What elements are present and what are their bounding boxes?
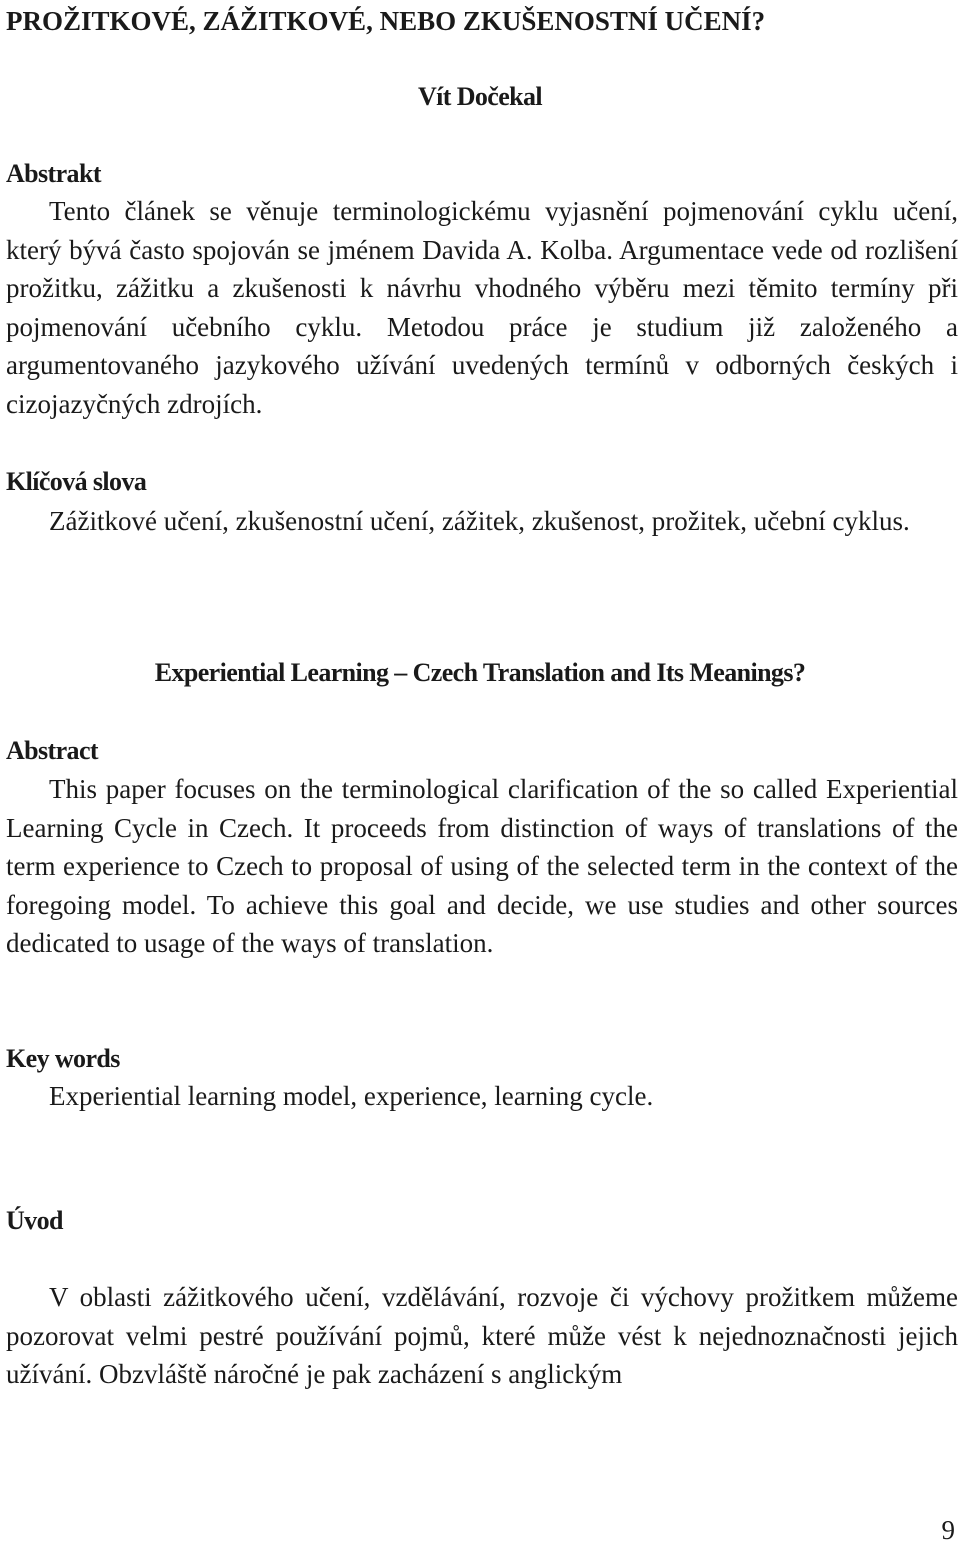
czech-abstract-heading: Abstrakt: [6, 159, 101, 188]
czech-keywords-heading: Klíčová slova: [6, 467, 147, 496]
english-keywords-heading: Key words: [6, 1044, 120, 1073]
page-number: 9: [941, 1515, 955, 1545]
english-keywords-text: Experiential learning model, experience, learning cycle.: [49, 1081, 654, 1111]
english-abstract-heading: Abstract: [6, 736, 98, 765]
english-title: Experiential Learning – Czech Translation and Its Meanings?: [154, 658, 806, 687]
introduction-heading: Úvod: [6, 1206, 63, 1235]
introduction-text: V oblasti zážitkového učení, vzdělávání, rozvoje či výchovy prožitkem můžeme pozorovat velmi pestré používání pojmů, které může vést k nejednoznačnosti jejich užívání. Obzvláště náročné je pak zacházení s anglickým: [6, 1282, 958, 1389]
english-abstract-text: This paper focuses on the terminological clarification of the so called Experiential Learning Cycle in Czech. It proceeds from distinction of ways of translations of the term experience to Czech to proposal of using of the selected term in the context of the foregoing model. To achieve this goal and decide, we use studies and other sources dedicated to usage of the ways of translation.: [6, 774, 958, 958]
article-title: PROŽITKOVÉ, ZÁŽITKOVÉ, NEBO ZKUŠENOSTNÍ UČENÍ?: [6, 6, 766, 36]
czech-abstract-text: Tento článek se věnuje terminologickému vyjasnění pojmenování cyklu učení, který bývá často spojován se jménem Davida A. Kolba. Argumentace vede od rozlišení prožitku, zážitku a zkušenosti k návrhu vhodného výběru mezi těmito termíny při pojmenování učebního cyklu. Metodou práce je studium již založeného a argumentovaného jazykového užívání uvedených termínů v odborných českých i cizojazyčných zdrojích.: [6, 196, 958, 419]
czech-keywords-text: Zážitkové učení, zkušenostní učení, zážitek, zkušenost, prožitek, učební cyklus.: [49, 506, 910, 536]
author-name: Vít Dočekal: [417, 82, 543, 111]
